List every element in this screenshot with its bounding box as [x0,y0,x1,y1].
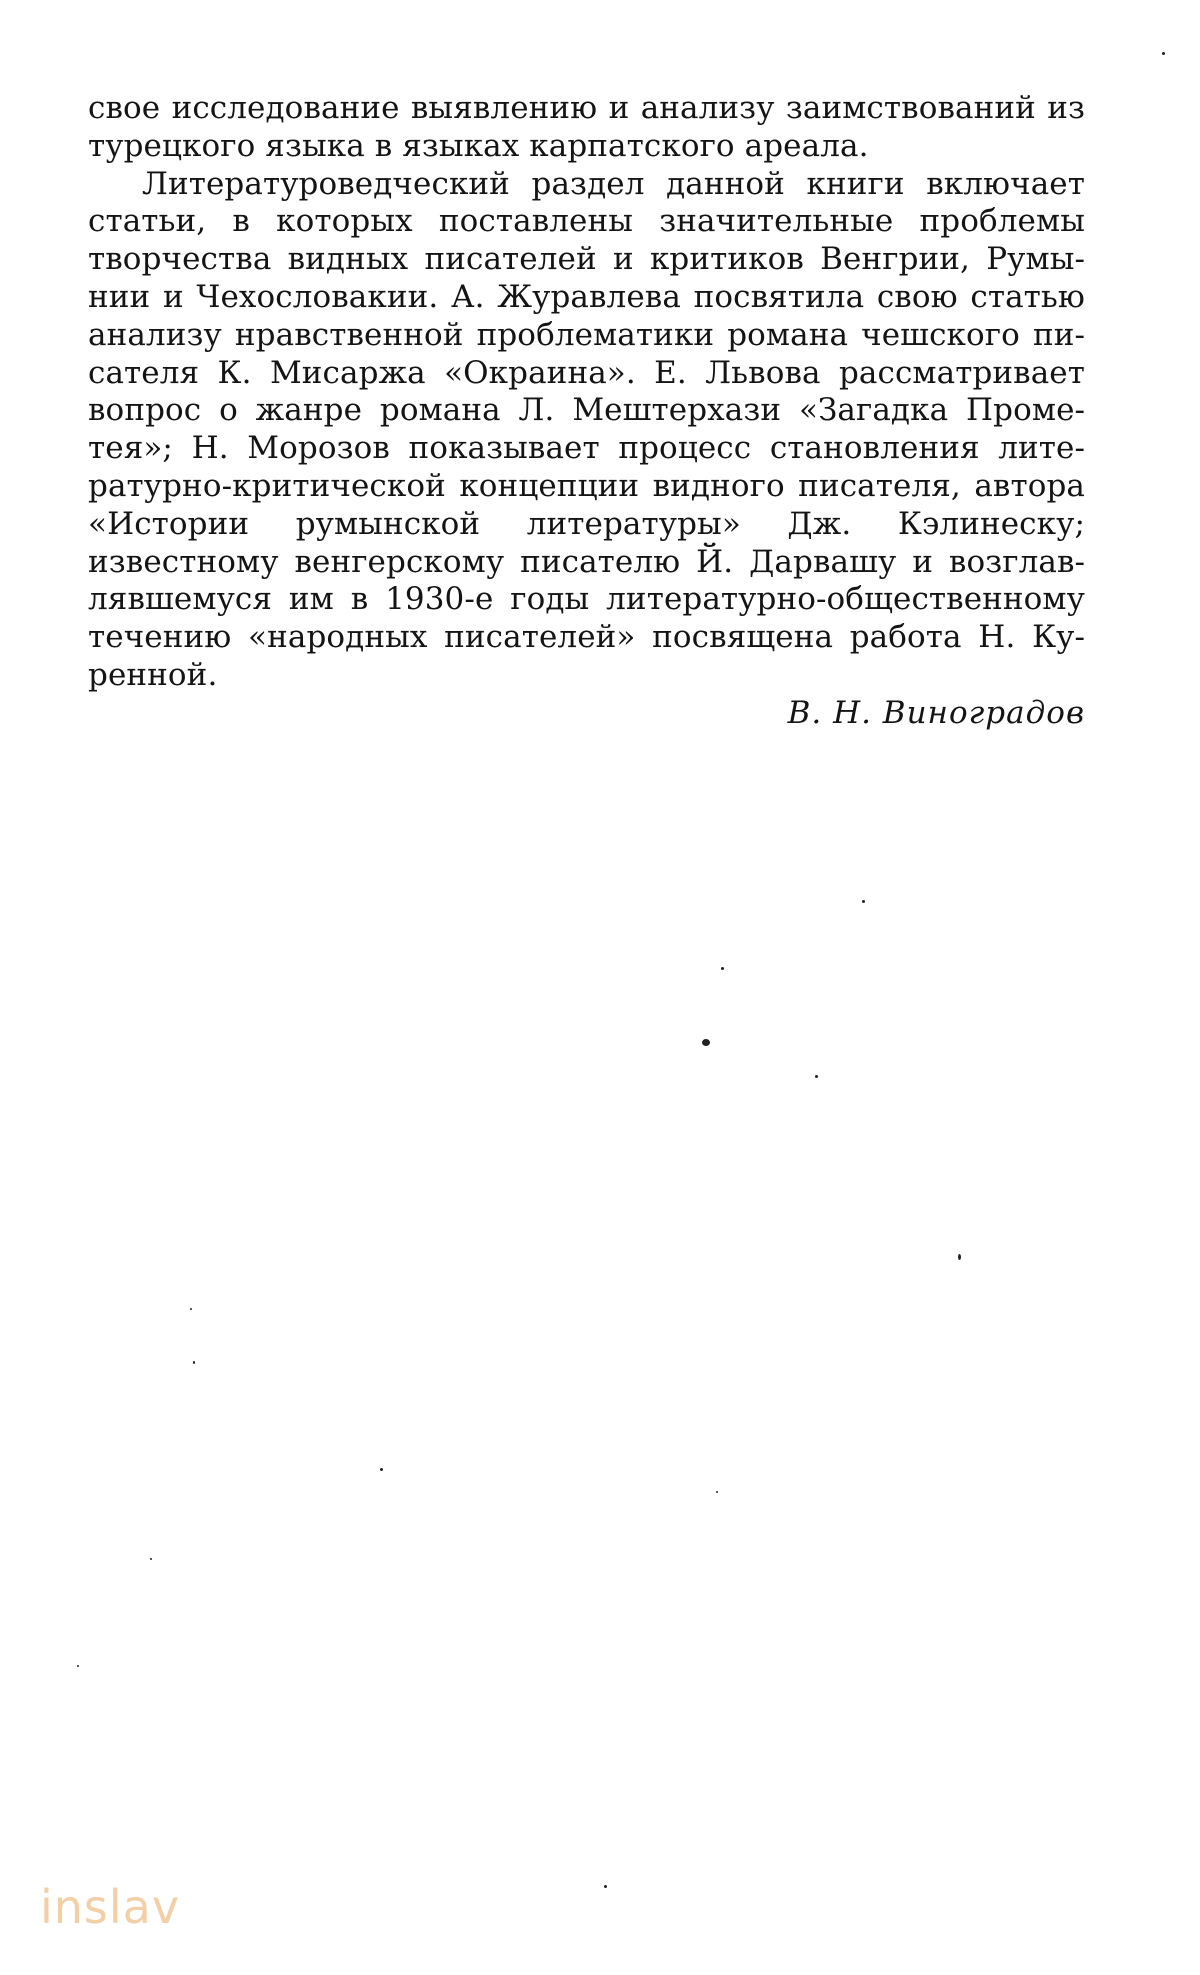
scan-speck [702,1039,710,1046]
paragraph-continuation: свое исследование выявлению и анализу заимствований из турецкого языка в языках карпатского ареала. [88,90,1085,164]
page-body [88,90,1085,733]
scan-speck [815,1075,818,1078]
scan-speck [716,1491,718,1493]
scan-speck [77,1665,79,1667]
author-signature: В. Н. Виноградов [787,694,1085,731]
scan-speck [604,1885,607,1888]
scan-speck [1162,52,1165,55]
scan-speck [380,1468,383,1471]
scan-speck [721,967,724,970]
scan-speck [190,1308,192,1310]
watermark-logo: inslav [40,1880,181,1934]
scan-speck [193,1361,195,1364]
scan-speck [150,1558,152,1560]
paragraph-literary-section: Литературоведческий раздел данной книги включает статьи, в которых поставлены значительные проблемы творчества видных писателей и критиков Венгрии, Румынии и Чехословакии. А. Журавлева посвятила свою статью анализу нравственной проблематики романа чешского писателя К. Мисаржа «Окраина». Е. Львова рассматривает вопрос о жанре романа Л. Мештерхази «Загадка Прометея»; Н. Морозов показывает процесс становления литературно-критической концепции видного писателя, автора «Истории румынской литературы» Дж. Кэлинеску; известному венгерскому писателю Й. Дарвашу и возглавлявшемуся им в 1930-е годы литературно-общественному течению «народных писателей» посвящена работа Н. Куренной. [88,165,1085,693]
scan-speck [862,900,865,903]
scan-speck [958,1254,961,1260]
